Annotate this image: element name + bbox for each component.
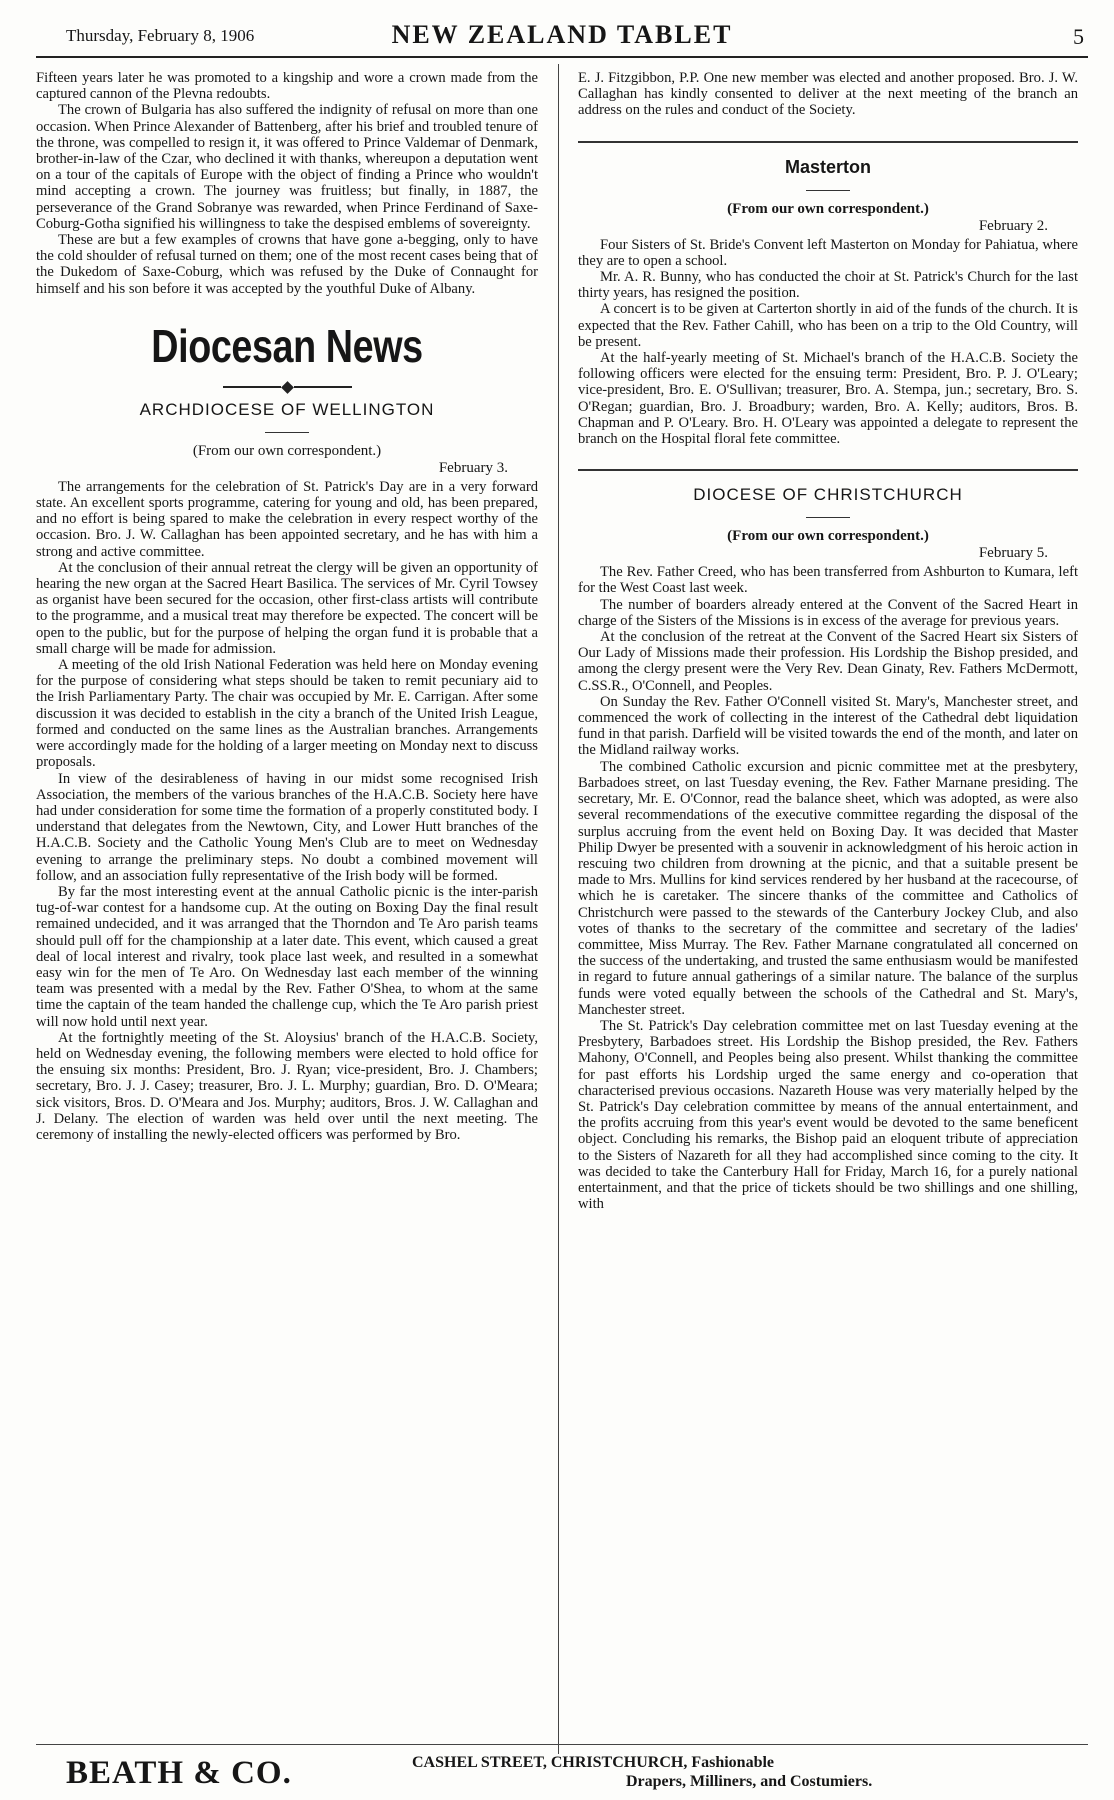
short-rule [806,190,850,191]
advertiser-address [412,1753,872,1791]
article-paragraph: At the conclusion of their annual retreat the clergy will be given an opportunity of hearing the new organ at the Sacred Heart Basilica. The services of Mr. Cyril Towsey as organist have been secured for the occasion, other first-class artists will contribute to the programme, and a musical treat may therefore be expected. The concert will be open to the public, but for the purpose of helping the organ fund it is probable that a small charge will be made for admission. [36,559,538,657]
address-line-2: Drapers, Milliners, and Costumiers. [626,1773,873,1790]
article-paragraph: These are but a few examples of crowns that have gone a-begging, only to have the cold shoulder of refusal turned on them; one of the most recent cases being that of the Dukedom of Saxe-Coburg, which was refused by the Duke of Connaught for himself and his son before it was accepted by the youthful Duke of Albany. [36,232,538,297]
column-divider [558,64,559,1754]
short-rule [265,432,309,433]
advertiser-name: BEATH & CO. [66,1755,292,1791]
article-paragraph: Mr. A. R. Bunny, who has conducted the choir at St. Patrick's Church for the last thirty years, has resigned the position. [578,269,1078,302]
section-heading-masterton: Masterton [784,156,871,177]
article-paragraph: The combined Catholic excursion and picnic committee met at the presbytery, Barbadoes street, on last Tuesday evening, the Rev. Father Marnane presiding. The secretary, Mr. E. O'Connor, read the balance sheet, which was adopted, as were also several recommendations of the executive committee regarding the disposal of the surplus accruing from the event held on Boxing Day. It was decided that Master Philip Dwyer be presented with a souvenir in acknowledgment of his heroic action in rescuing two children from drowning at the picnic, and that a suitable present be made to Mrs. Mullins for kind services rendered by her husband at the racecourse, of which he is caretaker. The sincere thanks of the committee and Catholics of Christchurch were passed to the stewards of the Canterbury Jockey Club, and also votes of thanks to the secretary of the committee and secretary of the ladies' committee, Miss Murray. The Rev. Father Marnane congratulated all concerned on the success of the undertaking, and trusted the same enthusiasm would be manifested in regard to future annual gatherings of a similar nature. The balance of the surplus funds were voted equally between the schools of the Cathedral and St. Mary's, Manchester street. [578,758,1078,1018]
article-paragraph: The Rev. Father Creed, who has been transferred from Ashburton to Kumara, left for the West Coast last week. [578,564,1078,597]
article-paragraph: At the fortnightly meeting of the St. Aloysius' branch of the H.A.C.B. Society, held on Wednesday evening, the following members were elected to hold office for the ensuing six months: President, Bro. J. Ryan; vice-president, Bro. J. Chambers; secretary, Bro. J. J. Casey; treasurer, Bro. J. L. Murphy; guardian, Bro. D. O'Meara; sick visitors, Bros. D. O'Meara and Jos. Murphy; auditors, Bros. J. W. Callaghan and J. Delany. The election of warden was held over until the next meeting. The ceremony of installing the newly-elected officers was performed by Bro. [36,1029,538,1143]
dateline: February 5. [978,545,1048,562]
article-paragraph: By far the most interesting event at the annual Catholic picnic is the inter-parish tug-of-war contest for a handsome cup. At the outing on Boxing Day the final result remained undecided, and it was arranged that the Thorndon and Te Aro parish teams should pull off for the championship at a later date. This event, which caused a great deal of local interest and rivalry, took place last week, and resulted in a somewhat easy win for the men of Te Aro. On Wednesday last each member of the winning team was presented with a medal by the Rev. Father O'Shea, to whom at the same time the captain of the team handed the challenge cup, which the Te Aro parish priest will now hold until next year. [36,883,538,1030]
diocesan-news-heading: Diocesan News [151,319,423,372]
article-paragraph: At the half-yearly meeting of St. Michael's branch of the H.A.C.B. Society the following officers were elected for the ensuing term: President, Bro. P. J. O'Leary; vice-president, Bro. E. O'Sullivan; treasurer, Bro. A. Stempa, jun.; secretary, Bro. S. O'Regan; guardian, Bro. J. Broadbury; warden, Bro. A. Kelly; auditors, Bros. B. Chapman and P. O'Leary. Bro. H. O'Leary was appointed a delegate to represent the branch on the Hospital floral fete committee. [578,350,1078,448]
article-paragraph: The St. Patrick's Day celebration committee met on last Tuesday evening at the Presbytery, Barbadoes street. His Lordship the Bishop presided, the Rev. Fathers Mahony, O'Connell, and Peoples being also present. Whilst thanking the committee for past efforts his Lordship urged the same energy and co-operation that characterised previous occasions. Nazareth House was very materially helped by the St. Patrick's Day celebration committee by means of the annual entertainment, and the profits accruing from this year's event would be devoted to the same beneficent object. Concluding his remarks, the Bishop paid an eloquent tribute of appreciation to the Sisters of Nazareth for all they had accomplished since coming to the city. It was decided to take the Canterbury Hall for Friday, March 16, for a purely national entertainment, and that the price of tickets should be two shillings and one shilling, with [578,1017,1078,1213]
address-line-1: CASHEL STREET, CHRISTCHURCH, Fashionable [412,1754,775,1771]
page-number: 5 [1073,24,1084,49]
article-paragraph: Four Sisters of St. Bride's Convent left Masterton on Monday for Pahiatua, where they are to open a school. [578,236,1078,269]
article-paragraph: At the conclusion of the retreat at the Convent of the Sacred Heart six Sisters of Our Lady of Missions made their profession. His Lordship the Bishop presided, and among the clergy present were the Very Rev. Dean Ginaty, Rev. Fathers McDermott, C.SS.R., O'Connell, and Peoples. [578,629,1078,694]
masthead [36,16,1088,58]
short-rule [806,517,850,518]
article-paragraph: A concert is to be given at Carterton shortly in aid of the funds of the church. It is expected that the Rev. Father Cahill, who has been on a trip to the Old Country, will be present. [578,301,1078,350]
article-paragraph: The number of boarders already entered at the Convent of the Sacred Heart in charge of the Sisters of the Missions is in excess of the average for previous years. [578,596,1078,629]
advertisement-footer [36,1744,1088,1795]
section-heading-christchurch: DIOCESE OF CHRISTCHURCH [693,485,963,505]
article-paragraph: Fifteen years later he was promoted to a kingship and wore a crown made from the captured cannon of the Plevna redoubts. [36,70,538,103]
article-paragraph: The arrangements for the celebration of St. Patrick's Day are in a very forward state. An excellent sports programme, catering for young and old, has been prepared, and no effort is being spared to make the celebration in every respect worthy of the occasion. Bro. J. W. Callaghan has been appointed secretary, and he has with him a strong and active committee. [36,478,538,560]
correspondent-line: (From our own correspondent.) [192,442,382,459]
section-heading-wellington: ARCHDIOCESE OF WELLINGTON [139,399,435,419]
issue-date: Thursday, February 8, 1906 [66,26,255,45]
dateline: February 2. [978,217,1048,234]
article-paragraph: On Sunday the Rev. Father O'Connell visited St. Mary's, Manchester street, and commenced the work of collecting in the interest of the Cathedral debt liquidation fund in that parish. Darfield will be visited towards the end of the month, and later on the Midland railway works. [578,693,1078,759]
article-paragraph: E. J. Fitzgibbon, P.P. One new member was elected and another proposed. Bro. J. W. Callaghan has kindly consented to deliver at the next meeting of the branch an address on the rules and conduct of the Society. [578,70,1078,119]
diamond-ornament-icon [281,381,294,394]
section-separator [578,141,1078,143]
right-column [578,70,1078,1750]
correspondent-line: (From our own correspondent.) [727,528,929,545]
newspaper-title: NEW ZEALAND TABLET [391,20,733,49]
left-column [36,70,538,1750]
article-paragraph: A meeting of the old Irish National Federation was held here on Monday evening for the purpose of considering what steps should be taken to remit pecuniary aid to the Irish Parliamentary Party. The chair was occupied by Mr. E. Carrigan. After some discussion it was decided to establish in the city a branch of the United Irish League, formed and conducted on the same lines as the Australian branches. Arrangements were accordingly made for the holding of a larger meeting on Monday next to discuss proposals. [36,657,538,771]
correspondent-line: (From our own correspondent.) [727,200,929,217]
ornamental-rule [36,383,538,392]
dateline: February 3. [438,459,508,476]
article-paragraph: In view of the desirableness of having in our midst some recognised Irish Association, the members of the various branches of the H.A.C.B. Society here have had under consideration for some time the formation of a properly constituted body. I understand that delegates from the Newtown, City, and Lower Hutt branches of the H.A.C.B. Society and the Catholic Young Men's Club are to meet on Wednesday evening to arrange the preliminary steps. No doubt a combined movement will follow, and an association fully representative of the Irish body will be formed. [36,770,538,884]
article-paragraph: The crown of Bulgaria has also suffered the indignity of refusal on more than one occasion. When Prince Alexander of Battenberg, after his brief and troubled tenure of the throne, was compelled to resign it, it was offered to Prince Valdemar of Denmark, brother-in-law of the Czar, who declined it with thanks, whereupon a deputation went on a tour of the capitals of Europe with the object of finding a Prince who wouldn't mind accepting a crown. The journey was fruitless; but finally, in 1887, the perseverance of the Grand Sobranye was rewarded, when Prince Ferdinand of Saxe-Coburg-Gotha signified his willingness to take the despised emblems of sovereignty. [36,102,538,232]
section-separator [578,469,1078,471]
